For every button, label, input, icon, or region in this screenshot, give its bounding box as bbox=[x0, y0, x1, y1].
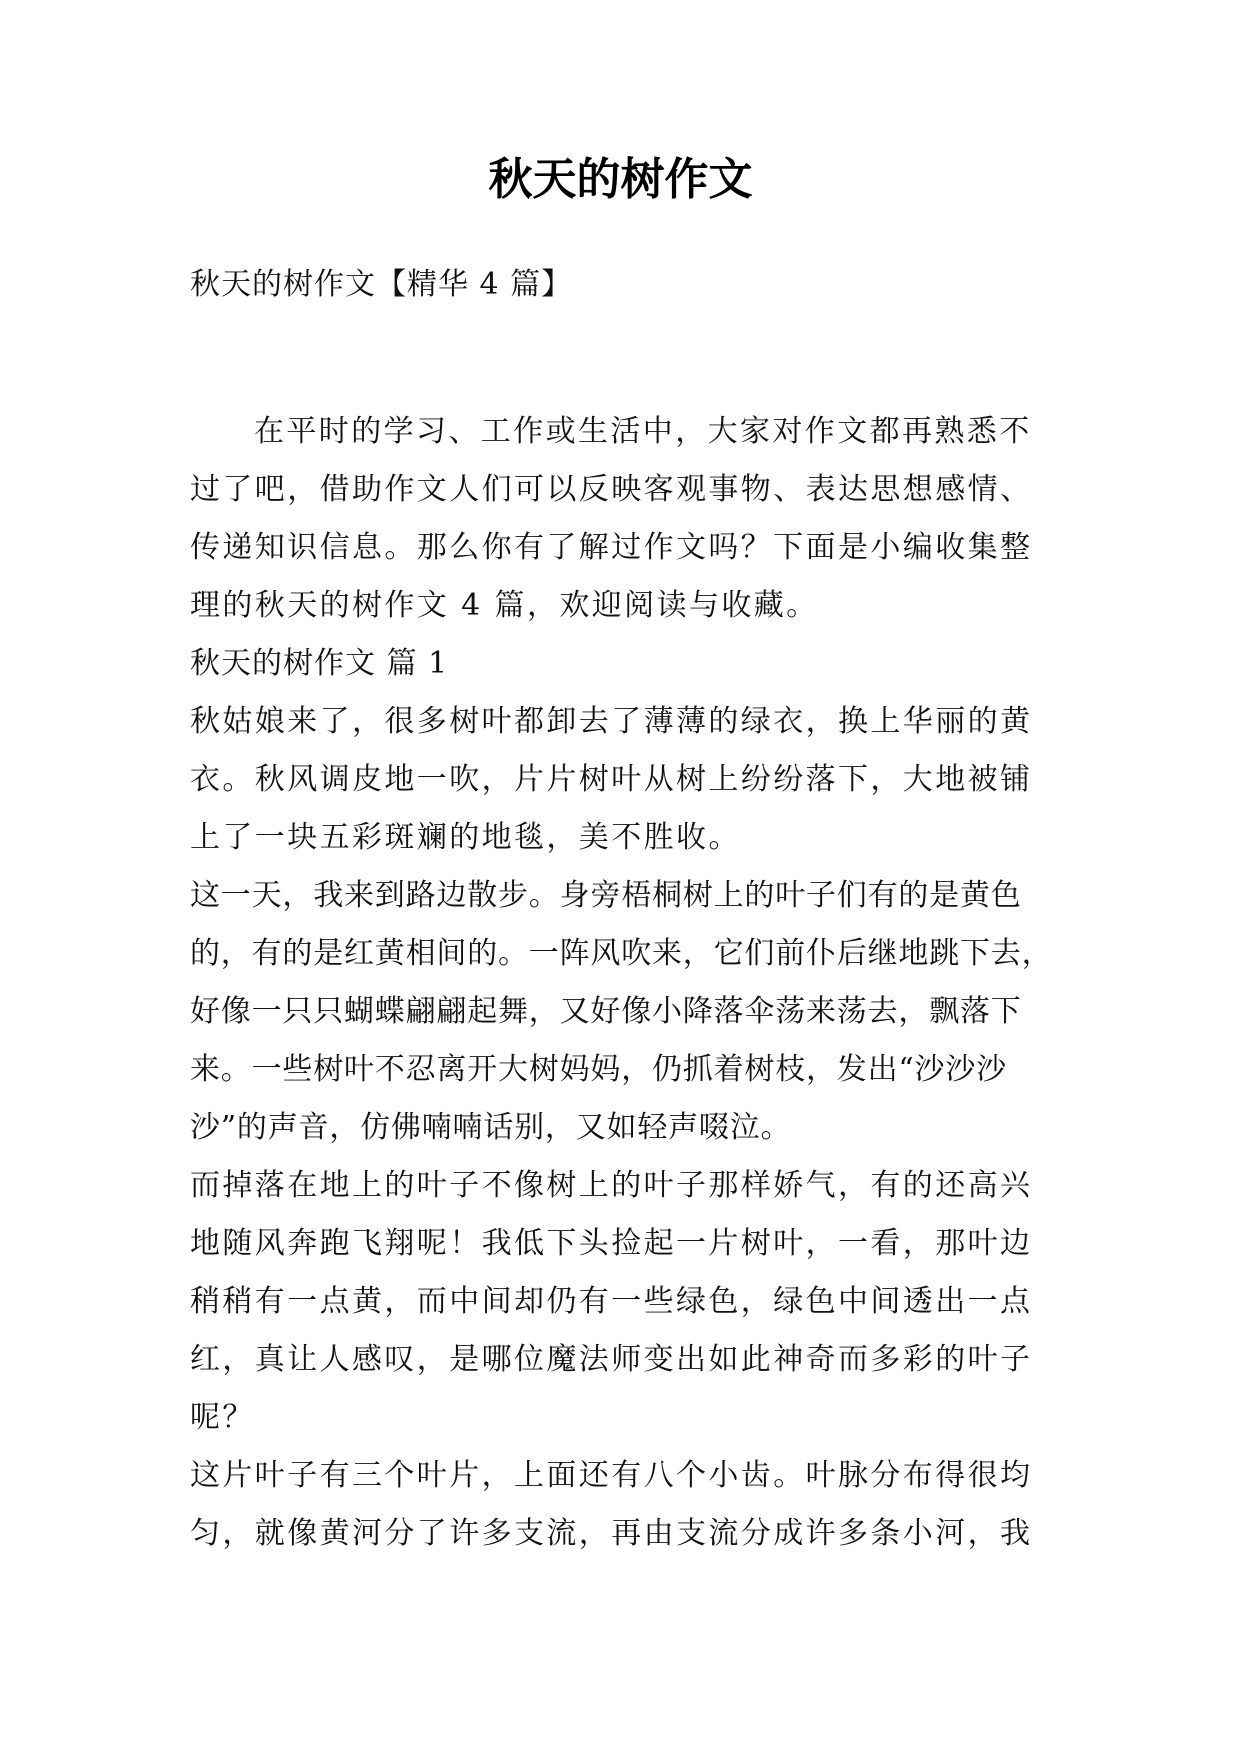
body-paragraph-2: 这一天，我来到路边散步。身旁梧桐树上的叶子们有的是黄色的，有的是红黄相间的。一阵风吹来，它们前仆后继地跳下去，好像一只只蝴蝶翩翩起舞，又好像小降落伞荡来荡去，飘落下来。一些树叶不忍离开大树妈妈，仍抓着树枝，发出“沙沙沙沙”的声音，仿佛喃喃话别，又如轻声啜泣。 bbox=[190, 878, 1053, 1145]
section-heading: 秋天的树作文 篇 1 bbox=[190, 646, 449, 681]
intro-paragraph: 在平时的学习、工作或生活中，大家对作文都再熟悉不过了吧，借助作文人们可以反映客观事物、表达思想感情、传递知识信息。那么你有了解过作文吗？下面是小编收集整理的秋天的树作文 4 篇，欢迎阅读与收藏。 bbox=[190, 414, 1033, 623]
document-subtitle: 秋天的树作文【精华 4 篇】 bbox=[190, 267, 573, 302]
document-title: 秋天的树作文 bbox=[488, 154, 753, 205]
document-body bbox=[190, 403, 1060, 1563]
body-paragraph-4: 这片叶子有三个叶片，上面还有八个小齿。叶脉分布得很均匀，就像黄河分了许多支流，再由支流分成许多条小河，我 bbox=[190, 1458, 1033, 1551]
body-paragraph-3: 而掉落在地上的叶子不像树上的叶子那样娇气，有的还高兴地随风奔跑飞翔呢！我低下头捡起一片树叶，一看，那叶边稍稍有一点黄，而中间却仍有一些绿色，绿色中间透出一点红，真让人感叹，是哪位魔法师变出如此神奇而多彩的叶子呢？ bbox=[190, 1168, 1033, 1435]
body-paragraph-1: 秋姑娘来了，很多树叶都卸去了薄薄的绿衣，换上华丽的黄衣。秋风调皮地一吹，片片树叶从树上纷纷落下，大地被铺上了一块五彩斑斓的地毯，美不胜收。 bbox=[190, 704, 1033, 855]
